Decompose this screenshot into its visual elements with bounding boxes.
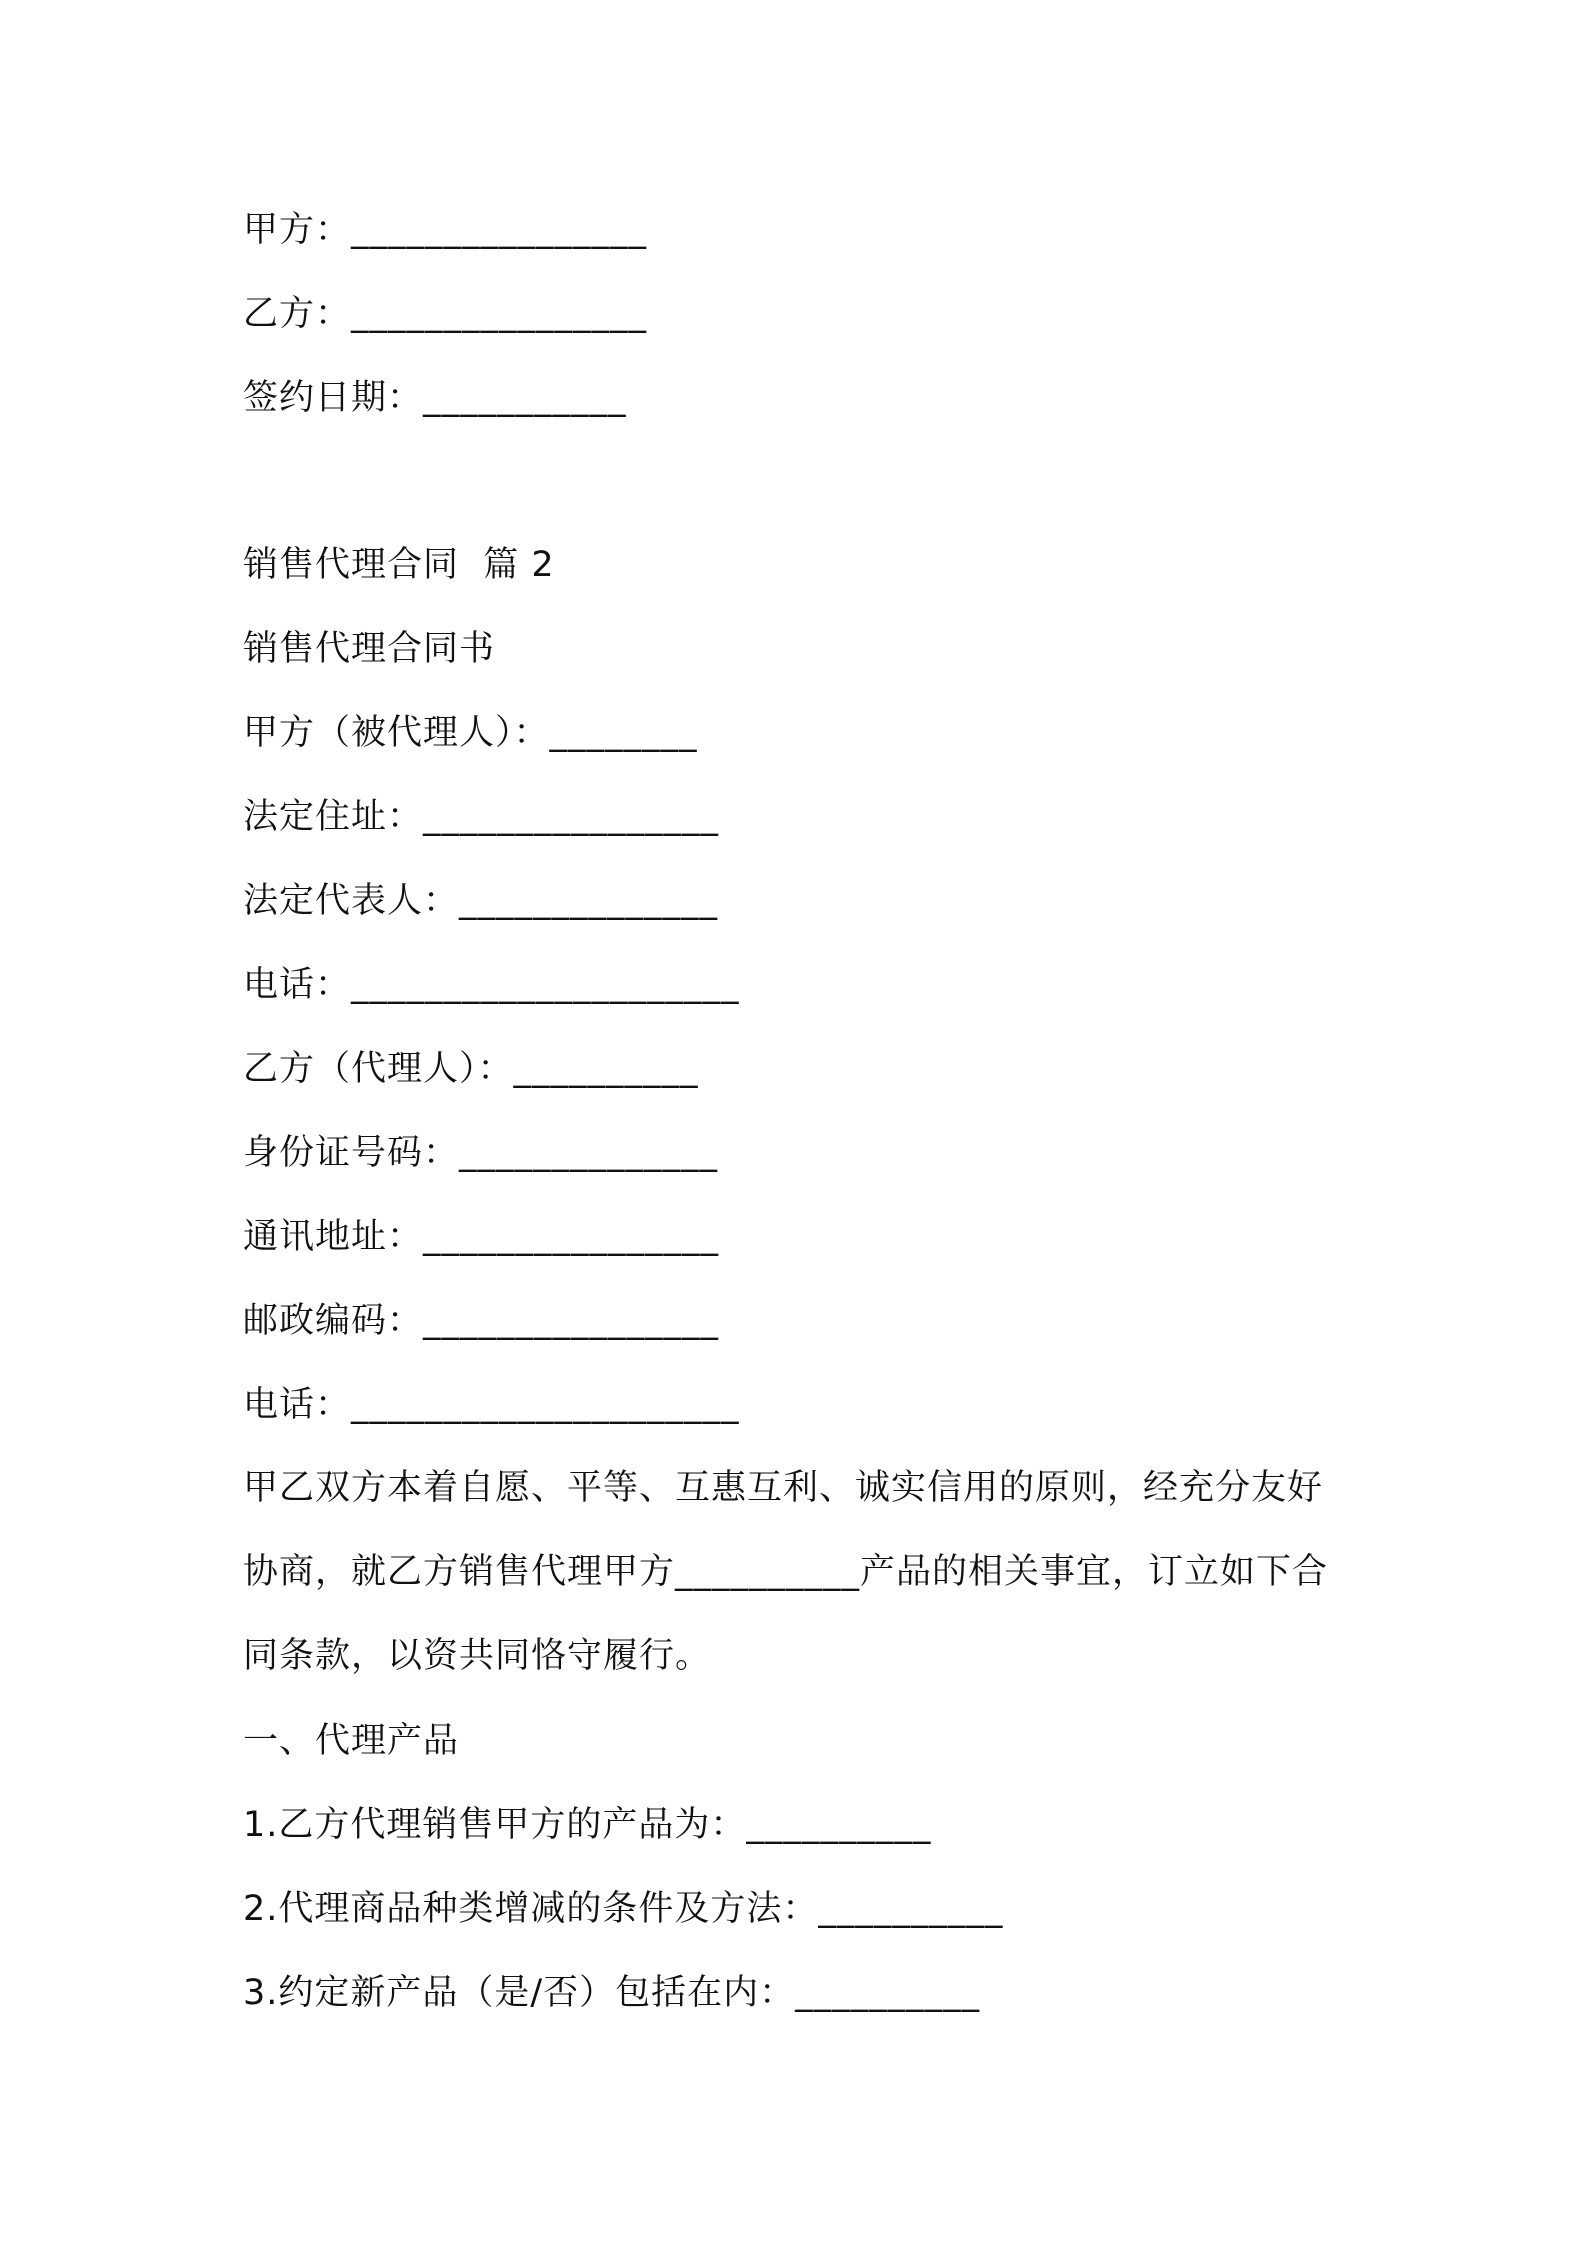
- article-1-item-3: 3.约定新产品（是/否）包括在内：__________: [243, 1973, 981, 2013]
- field-legal-address: 法定住址：________________: [243, 797, 720, 837]
- field-party-a: 甲方（被代理人）：________: [243, 713, 698, 753]
- article-1-title: 一、代理产品: [243, 1721, 460, 1761]
- field-postal-code: 邮政编码：________________: [243, 1301, 720, 1341]
- field-phone-b: 电话：_____________________: [243, 1385, 740, 1425]
- preamble-text: 甲乙双方本着自愿、平等、互惠互利、诚实信用的原则，经充分友好协商，就乙方销售代理甲方__________产品的相关事宜，订立如下合同条款，以资共同恪守履行。: [243, 1468, 1329, 1676]
- contract-title: 销售代理合同书: [243, 629, 496, 669]
- field-party-b: 乙方（代理人）：__________: [243, 1049, 699, 1089]
- field-phone-a: 电话：_____________________: [243, 965, 740, 1005]
- field-mailing-address: 通讯地址：________________: [243, 1217, 720, 1257]
- field-id-number: 身份证号码：______________: [243, 1133, 719, 1173]
- sign-date-line: 签约日期：___________: [243, 378, 627, 418]
- article-1-item-2: 2.代理商品种类增减的条件及方法：__________: [243, 1889, 1004, 1929]
- party-b-signature-line: 乙方：________________: [243, 294, 648, 334]
- field-legal-representative: 法定代表人：______________: [243, 881, 719, 921]
- party-a-signature-line: 甲方：________________: [243, 210, 648, 250]
- article-1-item-1: 1.乙方代理销售甲方的产品为：__________: [243, 1805, 932, 1845]
- preamble-paragraph: [243, 1446, 1353, 1698]
- section-heading: 销售代理合同 篇 2: [243, 545, 555, 585]
